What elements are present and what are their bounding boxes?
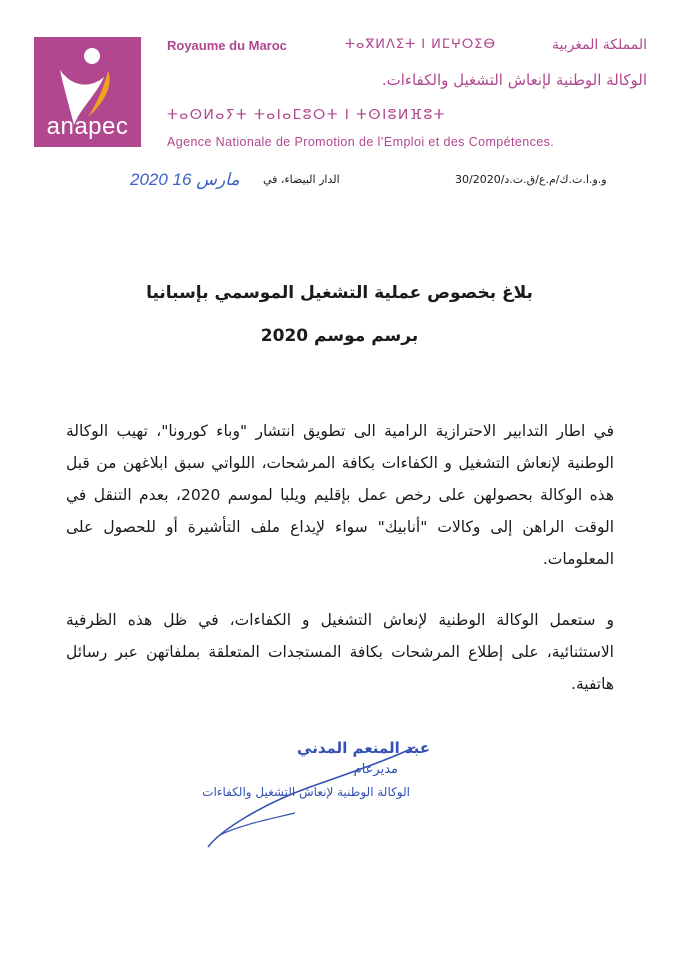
agency-arabic: الوكالة الوطنية لإنعاش التشغيل والكفاءات. bbox=[381, 71, 647, 89]
kingdom-tifinagh: ⵜⴰⴳⵍⴷⵉⵜ ⵏ ⵍⵎⵖⵔⵉⴱ bbox=[345, 37, 497, 52]
anapec-logo bbox=[34, 37, 141, 147]
communique-subtitle: برسم موسم 2020 bbox=[260, 326, 419, 346]
signature-stamp-agency: الوكالة الوطنية لإنعاش التشغيل والكفاءات bbox=[202, 785, 410, 799]
handwritten-date: 2020 مارس 16 bbox=[130, 170, 240, 189]
logo-wordmark: anapec bbox=[46, 113, 129, 140]
date-location: الدار البيضاء، في bbox=[263, 173, 340, 186]
signatory-name: عبد المنعم المدني bbox=[297, 739, 430, 757]
body-paragraph-2: و ستعمل الوكالة الوطنية لإنعاش التشغيل و الكفاءات، في ظل هذه الظرفية الاستثنائية، على إطلاع المرشحات بكافة المستجدات المتعلقة بملفاتهن عبر رسائل هاتفية. bbox=[66, 611, 614, 693]
agency-french: Agence Nationale de Promotion de l’Emploi et des Compétences. bbox=[167, 135, 555, 149]
kingdom-arabic: المملكة المغربية bbox=[551, 37, 647, 53]
body-paragraph-1: في اطار التدابير الاحترازية الرامية الى تطويق انتشار "وباء كورونا"، تهيب الوكالة الوطنية لإنعاش التشغيل و الكفاءات بكافة المرشحات، اللواتي سبق ابلاغهن من قبل هذه الوكالة بحصولهن على رخص عمل بإقليم ويلبا لموسم 2020، بعدم التنقل في الوقت الراهن إلى وكالات "أنابيك" سواء لإيداع ملف التأشيرة أو للحصول على المعلومات. bbox=[66, 422, 615, 568]
kingdom-french: Royaume du Maroc bbox=[167, 38, 287, 53]
signatory-title: مديرعام bbox=[353, 762, 398, 777]
communique-title: بلاغ بخصوص عملية التشغيل الموسمي بإسبانيا bbox=[146, 283, 533, 303]
reference-number: و.و.ا.ت.ك/م.ع/ق.ت.د/30/2020 bbox=[455, 173, 607, 186]
agency-tifinagh: ⵜⴰⵙⵍⴰⵢⵜ ⵜⴰⵏⴰⵎⵓⵔⵜ ⵏ ⵜⵙⵏⵓⵍⴼⵓⵜ bbox=[167, 107, 446, 123]
signature-block bbox=[200, 735, 430, 855]
